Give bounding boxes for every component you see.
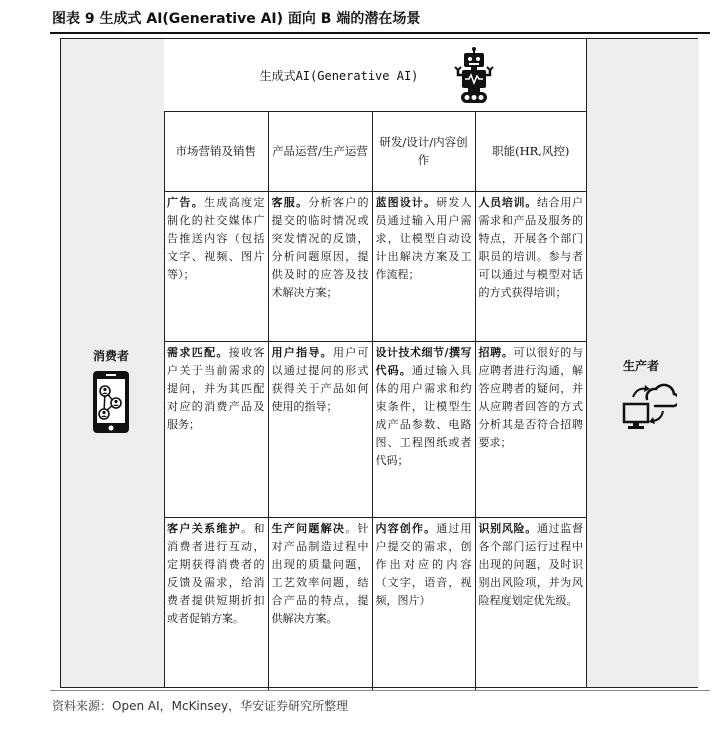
cell-heading: 人员培训。 <box>478 196 537 209</box>
cell-heading: 生产问题解决 <box>271 522 346 535</box>
column-header-row <box>164 111 586 192</box>
cell-heading: 设计技术细节/撰写代码。 <box>375 346 472 377</box>
cell-text: 接收客户关于当前需求的提问，并为其匹配对应的消费产品及服务； <box>167 346 265 431</box>
cell-text: 通过监督各个部门运行过程中出现的问题，及时识别出风险项，并为风险程度划定优先级。 <box>478 522 583 607</box>
cell-text: 研发人员通过输入用户需求，让模型自动设计出解决方案及工作流程； <box>375 196 472 281</box>
title-rule <box>50 32 710 34</box>
table-row <box>164 192 586 342</box>
cell-text: 分析客户的提交的临时情况或突发情况的反馈，分析问题原因，提供及时的应答及技术解决方案； <box>271 196 369 299</box>
table-cell <box>268 342 372 518</box>
cell-text: 结合用户需求和产品及服务的特点，开展各个部门职员的培训。参与者可以通过与模型对话的方式获得培训； <box>478 196 583 299</box>
cell-heading: 识别风险。 <box>478 522 537 535</box>
cell-heading: 广告。 <box>167 196 205 209</box>
column-header: 职能(HR,风控) <box>475 111 586 192</box>
source-note: 资料来源：Open AI，McKinsey，华安证券研究所整理 <box>52 699 349 713</box>
cell-heading: 客服。 <box>271 196 309 209</box>
header-band <box>164 39 586 112</box>
cell-heading: 蓝图设计。 <box>375 196 437 209</box>
table-row <box>164 342 586 518</box>
cell-text: 可以很好的与应聘者进行沟通，解答应聘者的疑问，并从应聘者回答的方式分析其是否符合招聘要求； <box>478 346 583 449</box>
cell-text: 用户可以通过提问的形式获得关于产品如何使用的指导； <box>271 346 369 413</box>
cell-heading: 招聘。 <box>478 346 514 359</box>
table-cell <box>268 192 372 342</box>
table-cell <box>164 342 268 518</box>
table-row <box>164 518 586 690</box>
table-cell <box>372 342 475 518</box>
table-cell <box>475 192 586 342</box>
cell-heading: 用户指导。 <box>271 346 333 359</box>
producer-band <box>586 39 699 687</box>
table-cell <box>475 342 586 518</box>
center-panel <box>164 39 586 687</box>
diagram-frame <box>60 38 698 688</box>
table-cell <box>164 518 268 690</box>
column-header: 产品运营/生产运营 <box>268 111 372 192</box>
cell-text: 。针对产品制造过程中出现的质量问题，工艺效率问题，结合产品的特点，提供解决方案。 <box>271 522 369 625</box>
table-cell <box>164 192 268 342</box>
consumer-band <box>61 39 165 687</box>
bottom-rule <box>50 690 710 691</box>
cell-heading: 需求匹配。 <box>167 346 229 359</box>
figure-title: 图表 9 生成式 AI(Generative AI) 面向 B 端的潜在场景 <box>52 11 421 27</box>
robot-icon <box>454 47 494 105</box>
cell-text: 。和消费者进行互动，定期获得消费者的反馈及需求，给消费者提供短期折扣或者促销方案。 <box>167 522 265 625</box>
smartphone-network-icon <box>91 369 131 435</box>
header-title: 生成式AI(Generative AI) <box>259 69 419 83</box>
column-header: 研发/设计/内容创作 <box>372 111 475 192</box>
table-cell <box>475 518 586 690</box>
cell-text: 通过输入具体的用户需求和约束条件，让模型生成产品参数、电路图、工程图纸或者代码； <box>375 364 472 467</box>
cloud-computer-sync-icon <box>621 377 677 433</box>
cell-text: 生成高度定制化的社交媒体广告推送内容（包括文字、视频、图片等）； <box>167 196 265 281</box>
cell-heading: 内容创作。 <box>375 522 437 535</box>
table-cell <box>372 518 475 690</box>
scenario-table <box>164 111 586 690</box>
column-header: 市场营销及销售 <box>164 111 268 192</box>
table-cell <box>268 518 372 690</box>
cell-heading: 客户关系维护 <box>167 522 242 535</box>
producer-label: 生产者 <box>623 359 660 373</box>
consumer-label: 消费者 <box>93 349 130 363</box>
table-cell <box>372 192 475 342</box>
cell-text: 通过用户提交的需求，创作出对应的内容（文字，语音，视频，图片） <box>375 522 472 607</box>
